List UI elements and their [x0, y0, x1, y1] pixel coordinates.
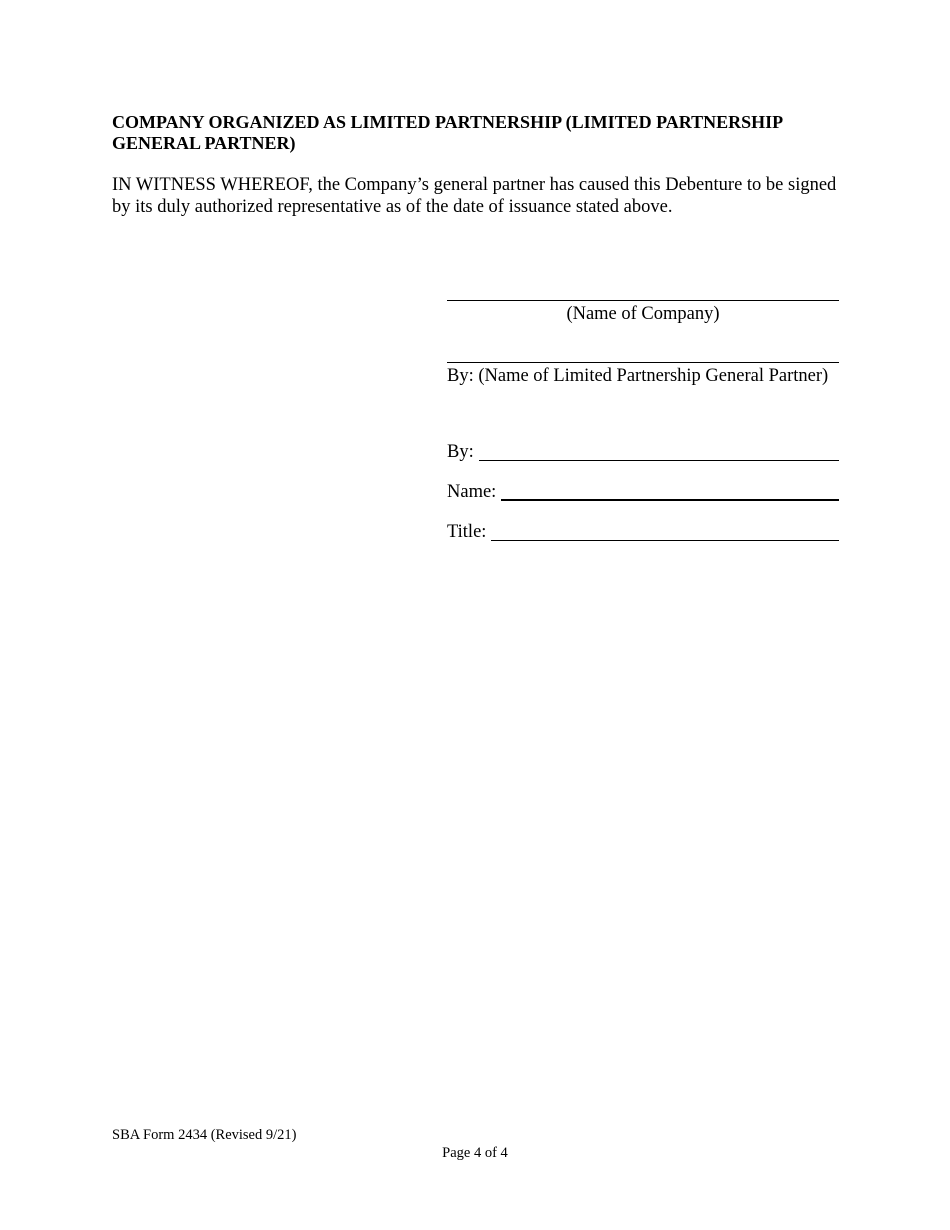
title-signature-line[interactable]: [491, 524, 839, 541]
by-label: By:: [447, 442, 474, 462]
name-label: Name:: [447, 482, 497, 502]
form-identifier: SBA Form 2434 (Revised 9/21): [112, 1127, 297, 1143]
general-partner-line: [447, 352, 839, 363]
general-partner-group: [447, 352, 839, 388]
company-name-line: [447, 290, 839, 301]
general-partner-caption: By: (Name of Limited Partnership General Partner): [447, 366, 829, 386]
by-signature-line[interactable]: [479, 444, 839, 461]
company-name-group: [447, 290, 839, 326]
by-field: [447, 440, 839, 464]
page-number: Page 4 of 4: [442, 1145, 508, 1161]
witness-paragraph: IN WITNESS WHEREOF, the Company’s general partner has caused this Debenture to be signed by its duly authorized representative as of the date of issuance stated above.: [112, 175, 837, 217]
company-name-caption: (Name of Company): [566, 304, 720, 324]
title-label: Title:: [447, 522, 487, 542]
section-heading: COMPANY ORGANIZED AS LIMITED PARTNERSHIP (LIMITED PARTNERSHIP GENERAL PARTNER): [112, 112, 783, 153]
name-field: [447, 480, 839, 504]
name-signature-line[interactable]: [501, 483, 839, 501]
title-field: [447, 520, 839, 544]
